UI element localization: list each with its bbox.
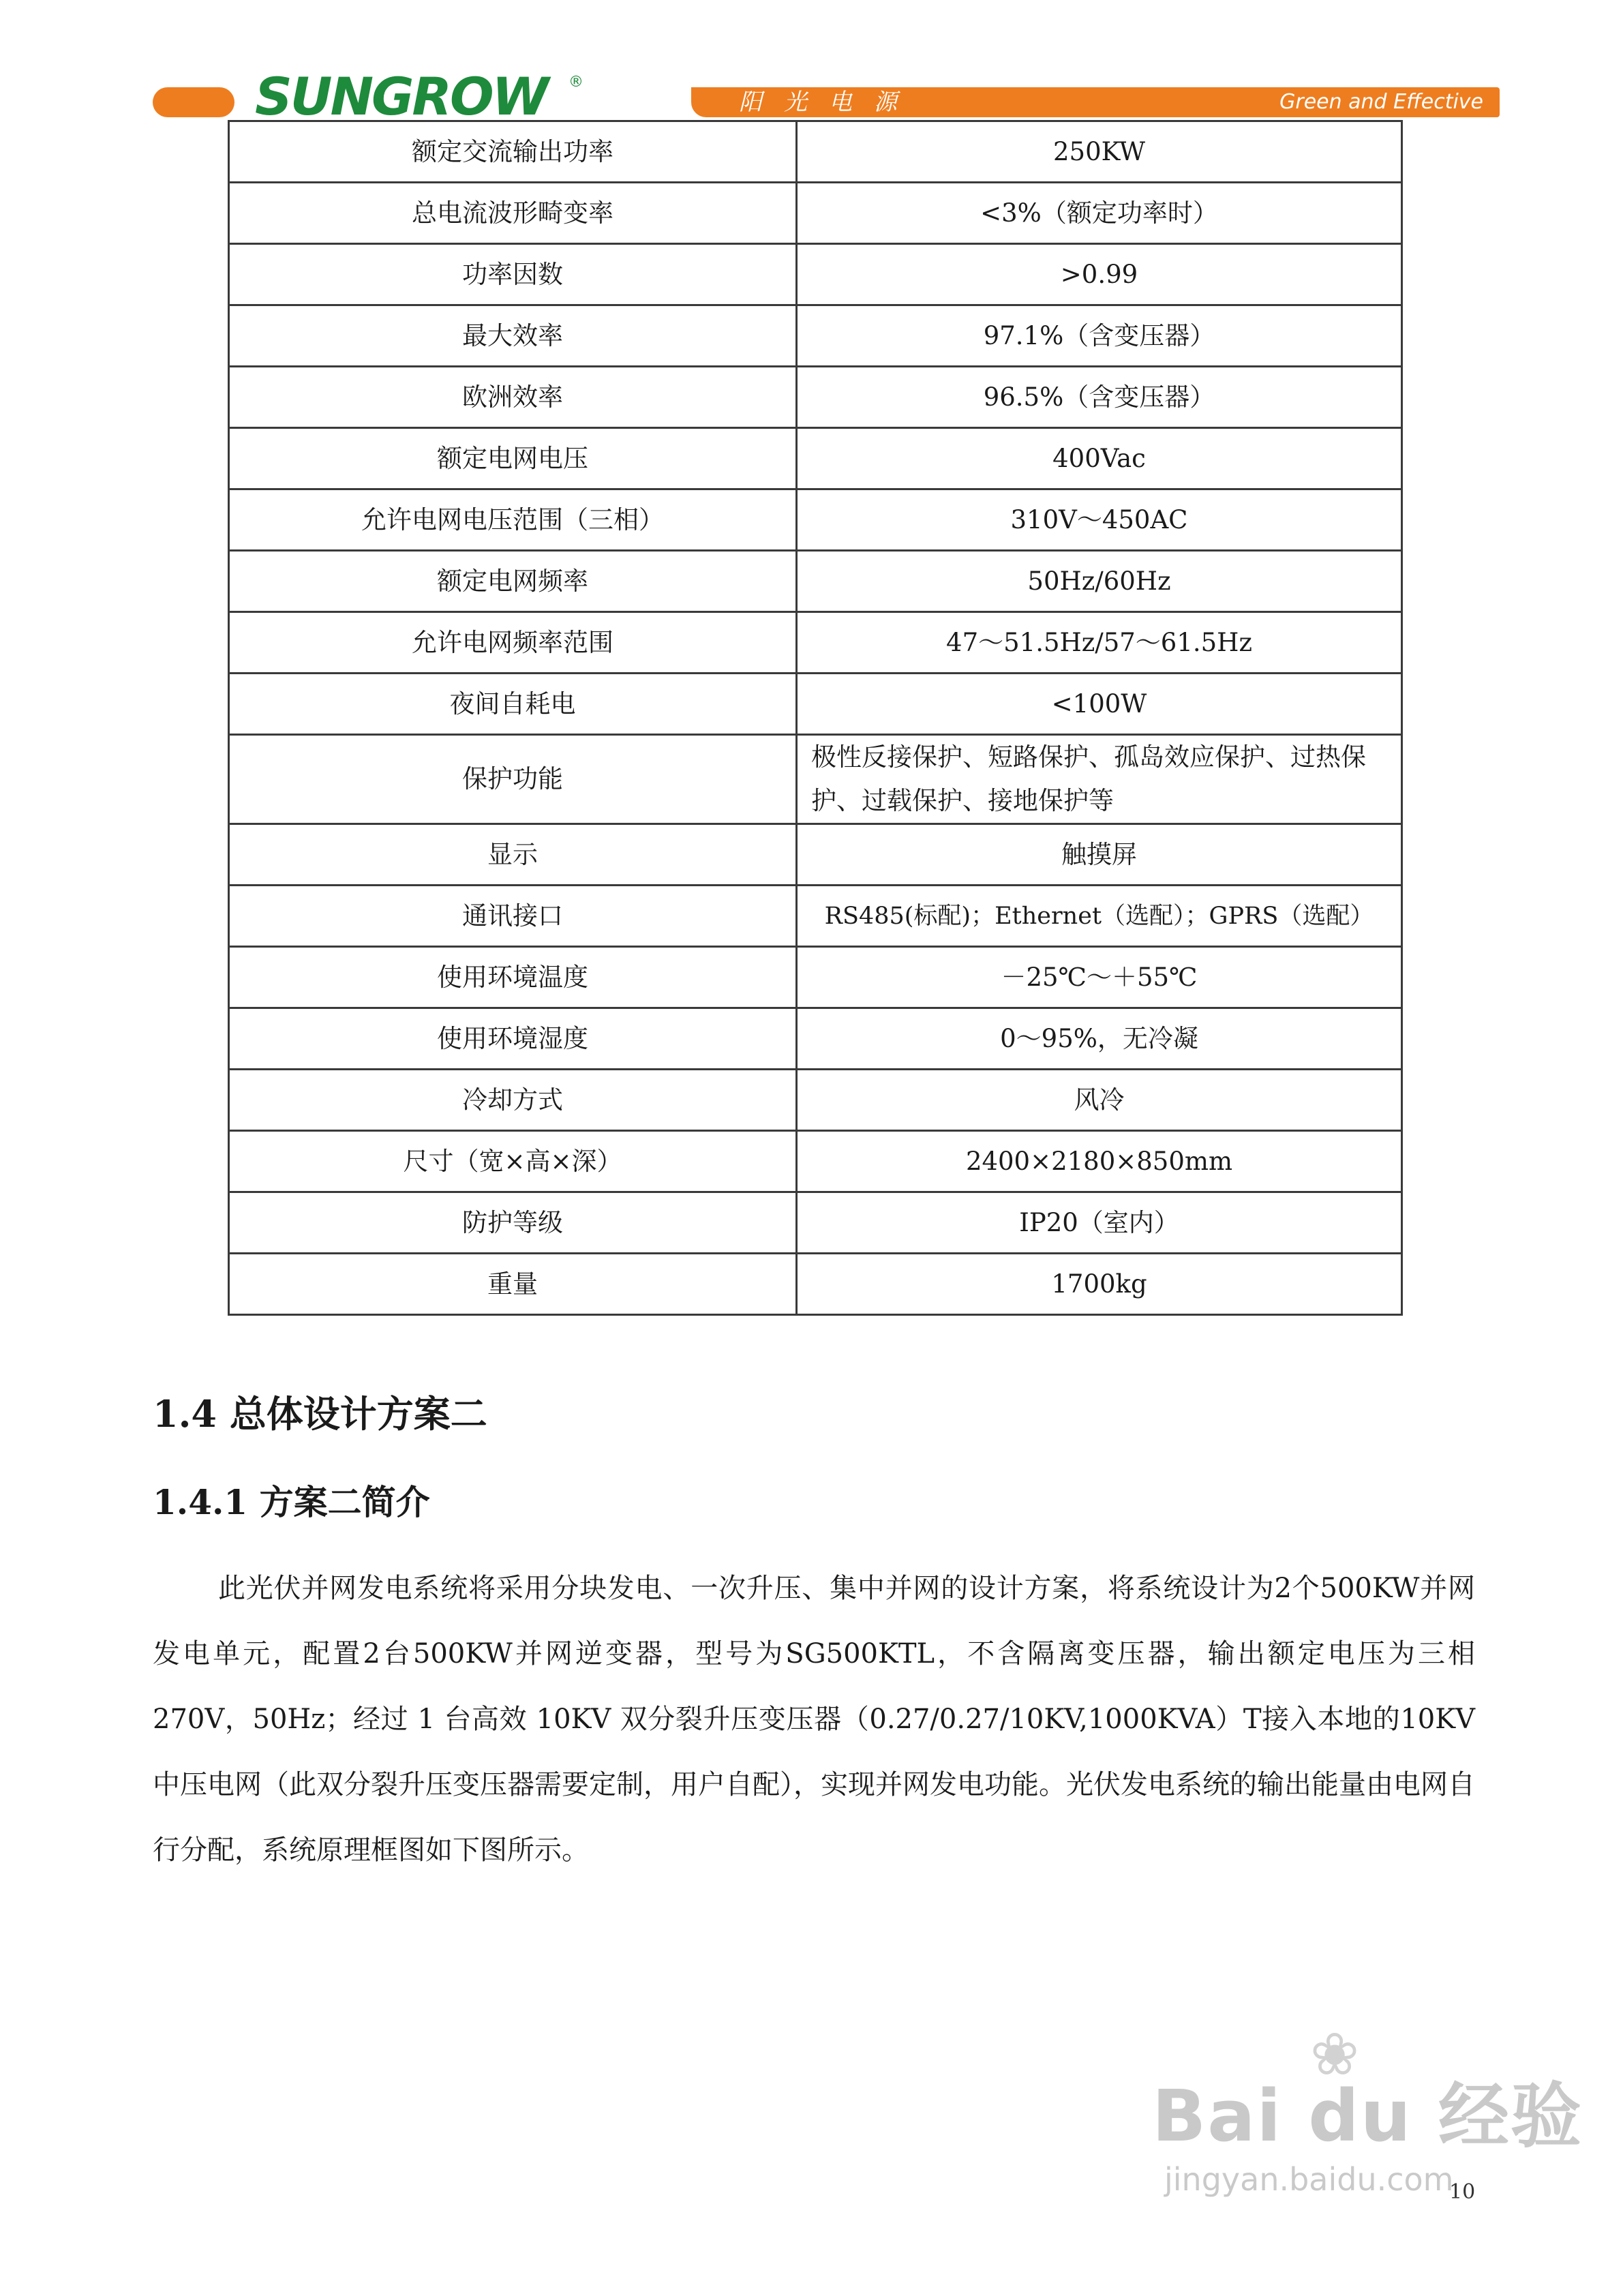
spec-key: 最大效率: [229, 305, 797, 367]
banner-accent-left: [153, 87, 234, 117]
spec-key: 额定交流输出功率: [229, 121, 797, 183]
spec-key: 允许电网电压范围（三相）: [229, 489, 797, 551]
spec-key: 使用环境湿度: [229, 1008, 797, 1070]
table-row: [229, 824, 1402, 886]
spec-key: 欧洲效率: [229, 367, 797, 428]
watermark-url: jingyan.baidu.com: [1164, 2161, 1454, 2198]
spec-key: 总电流波形畸变率: [229, 183, 797, 244]
spec-value: <3%（额定功率时）: [797, 183, 1402, 244]
spec-key: 夜间自耗电: [229, 674, 797, 735]
table-row: [229, 244, 1402, 305]
brand-name-cn: 阳光电源: [739, 89, 919, 116]
spec-key: 重量: [229, 1254, 797, 1315]
spec-value: 96.5%（含变压器）: [797, 367, 1402, 428]
table-row: [229, 1070, 1402, 1131]
spec-key: 冷却方式: [229, 1070, 797, 1131]
spec-key: 额定电网电压: [229, 428, 797, 489]
table-row: [229, 1254, 1402, 1315]
spec-value: <100W: [797, 674, 1402, 735]
subsection-heading: 1.4.1 方案二简介: [153, 1482, 430, 1522]
company-logo: SUNGROW: [255, 66, 547, 127]
table-row: [229, 1008, 1402, 1070]
spec-value: 47～51.5Hz/57～61.5Hz: [797, 612, 1402, 674]
table-row: [229, 947, 1402, 1008]
spec-key: 防护等级: [229, 1192, 797, 1254]
paw-icon: ❀: [1310, 2021, 1360, 2089]
spec-key: 尺寸（宽×高×深）: [229, 1131, 797, 1192]
spec-key: 通讯接口: [229, 886, 797, 947]
table-row: [229, 428, 1402, 489]
spec-value: 极性反接保护、短路保护、孤岛效应保护、过热保护、过载保护、接地保护等: [797, 735, 1402, 824]
table-row: [229, 367, 1402, 428]
table-row: [229, 121, 1402, 183]
spec-value: 400Vac: [797, 428, 1402, 489]
spec-value: 50Hz/60Hz: [797, 551, 1402, 612]
spec-key: 使用环境温度: [229, 947, 797, 1008]
spec-key: 功率因数: [229, 244, 797, 305]
table-row: [229, 886, 1402, 947]
spec-value: 0～95%，无冷凝: [797, 1008, 1402, 1070]
spec-value: 310V～450AC: [797, 489, 1402, 551]
table-row: [229, 551, 1402, 612]
table-row: [229, 612, 1402, 674]
table-row: [229, 1192, 1402, 1254]
registered-mark: ®: [568, 74, 583, 91]
spec-table: [228, 120, 1403, 1316]
spec-value: RS485(标配)；Ethernet（选配）；GPRS（选配）: [797, 886, 1402, 947]
spec-value: 250KW: [797, 121, 1402, 183]
spec-key: 额定电网频率: [229, 551, 797, 612]
table-row: [229, 1131, 1402, 1192]
table-row: [229, 489, 1402, 551]
spec-value: －25℃～＋55℃: [797, 947, 1402, 1008]
slogan: Green and Effective: [1279, 90, 1483, 114]
table-row: [229, 735, 1402, 824]
spec-key: 允许电网频率范围: [229, 612, 797, 674]
spec-value: IP20（室内）: [797, 1192, 1402, 1254]
table-row: [229, 183, 1402, 244]
header-banner: [153, 66, 1500, 127]
spec-key: 显示: [229, 824, 797, 886]
body-paragraph: 此光伏并网发电系统将采用分块发电、一次升压、集中并网的设计方案，将系统设计为2个500KW并网发电单元，配置2台500KW并网逆变器，型号为SG500KTL，不含隔离变压器，输出额定电压为三相 270V，50Hz；经过 1 台高效 10KV 双分裂升压变压器（0.27/0.27/10KV,1000KVA）T接入本地的10KV中压电网（此双分裂升压变压器需要定制，用户自配），实现并网发电功能。光伏发电系统的输出能量由电网自行分配，系统原理框图如下图所示。: [153, 1573, 1475, 1866]
table-row: [229, 674, 1402, 735]
spec-value: 2400×2180×850mm: [797, 1131, 1402, 1192]
spec-value: >0.99: [797, 244, 1402, 305]
spec-value: 1700kg: [797, 1254, 1402, 1315]
spec-value: 风冷: [797, 1070, 1402, 1131]
spec-value: 97.1%（含变压器）: [797, 305, 1402, 367]
table-row: [229, 305, 1402, 367]
page-number: 10: [1449, 2180, 1476, 2204]
section-heading: 1.4 总体设计方案二: [153, 1392, 487, 1436]
spec-key: 保护功能: [229, 735, 797, 824]
watermark-brand: Bai du 经验: [1152, 2074, 1583, 2158]
spec-value: 触摸屏: [797, 824, 1402, 886]
